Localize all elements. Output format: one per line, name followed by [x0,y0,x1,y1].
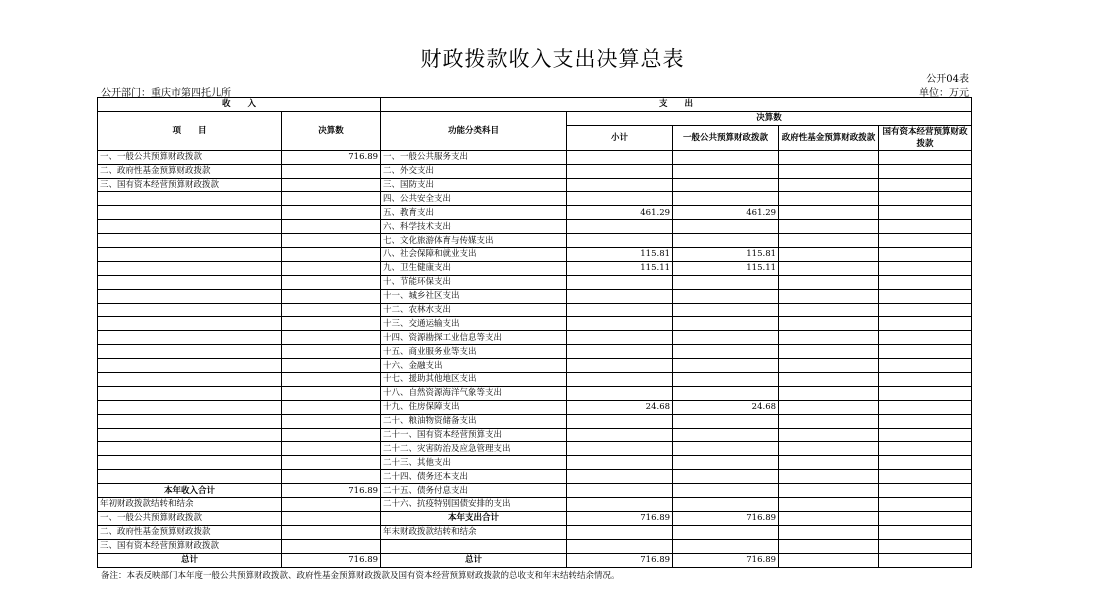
income-amount-cell [282,178,381,192]
general-budget-cell [673,220,779,234]
budget-table [97,97,972,568]
subtotal-cell [567,164,673,178]
table-row [98,331,972,345]
table-row [98,511,972,525]
func-subject-cell: 二十四、债务还本支出 [381,470,567,484]
subtotal-cell [567,359,673,373]
func-subject-cell: 十七、援助其他地区支出 [381,373,567,387]
state-capital-cell [879,206,972,220]
expense-header: 支 出 [381,98,972,112]
func-subject-cell: 七、文化旅游体育与传媒支出 [381,234,567,248]
table-row [98,525,972,539]
income-item-cell [98,414,282,428]
income-item-cell [98,428,282,442]
func-subject-cell: 二十六、抗疫特别国债安排的支出 [381,498,567,512]
table-row [98,345,972,359]
func-subject-cell: 十五、商业服务业等支出 [381,345,567,359]
gov-fund-cell [779,386,879,400]
general-budget-cell: 461.29 [673,206,779,220]
state-capital-header: 国有资本经营预算财政拨款 [879,125,972,150]
general-budget-cell [673,386,779,400]
subtotal-cell [567,373,673,387]
state-capital-cell [879,303,972,317]
table-row [98,289,972,303]
income-item-cell [98,470,282,484]
income-item-cell: 三、国有资本经营预算财政拨款 [98,178,282,192]
income-amount-cell [282,470,381,484]
table-row [98,303,972,317]
state-capital-cell [879,511,972,525]
grand-total-subtotal: 716.89 [567,553,673,567]
grand-total-general: 716.89 [673,553,779,567]
subtotal-cell [567,428,673,442]
general-budget-cell [673,192,779,206]
subtotal-cell [567,525,673,539]
gov-fund-cell [779,192,879,206]
income-item-cell [98,359,282,373]
income-item-cell [98,192,282,206]
state-capital-cell [879,289,972,303]
func-subject-cell: 二十一、国有资本经营预算支出 [381,428,567,442]
gov-fund-cell [779,248,879,262]
state-capital-cell [879,331,972,345]
general-budget-cell: 115.81 [673,248,779,262]
gov-fund-cell [779,150,879,164]
end-carryover-label: 年末财政拨款结转和结余 [381,525,567,539]
func-subject-cell: 十六、金融支出 [381,359,567,373]
general-budget-cell [673,484,779,498]
income-item-cell: 三、国有资本经营预算财政拨款 [98,539,282,553]
state-capital-cell [879,386,972,400]
table-row [98,317,972,331]
subtotal-cell: 115.11 [567,261,673,275]
income-amount-cell [282,456,381,470]
gov-fund-cell [779,400,879,414]
gov-fund-cell [779,234,879,248]
general-budget-cell [673,470,779,484]
gov-fund-cell [779,331,879,345]
income-amount-cell [282,234,381,248]
general-budget-cell [673,414,779,428]
state-capital-cell [879,178,972,192]
state-capital-cell [879,164,972,178]
table-row [98,539,972,553]
general-budget-cell [673,539,779,553]
state-capital-cell [879,248,972,262]
table-row [98,178,972,192]
total-income-amount: 716.89 [282,484,381,498]
state-capital-cell [879,359,972,373]
income-item-cell [98,303,282,317]
income-amount-cell [282,192,381,206]
income-amount-cell [282,525,381,539]
income-item-cell [98,386,282,400]
state-capital-cell [879,220,972,234]
gov-fund-cell [779,484,879,498]
subtotal-cell [567,192,673,206]
state-capital-cell [879,150,972,164]
subtotal-cell [567,498,673,512]
func-subject-cell: 十九、住房保障支出 [381,400,567,414]
subtotal-cell [567,178,673,192]
general-budget-cell [673,373,779,387]
general-budget-cell [673,303,779,317]
func-subject-cell: 二十三、其他支出 [381,456,567,470]
subtotal-cell [567,470,673,484]
gov-fund-cell [779,275,879,289]
general-budget-header: 一般公共预算财政拨款 [673,125,779,150]
func-subject-cell: 四、公共安全支出 [381,192,567,206]
income-amount-cell: 716.89 [282,150,381,164]
final-amount-group-header: 决算数 [567,111,972,125]
state-capital-cell [879,317,972,331]
income-item-cell: 二、政府性基金预算财政拨款 [98,164,282,178]
subtotal-cell [567,220,673,234]
general-budget-cell [673,317,779,331]
table-row [98,234,972,248]
gov-fund-cell [779,442,879,456]
gov-fund-cell [779,359,879,373]
income-item-cell [98,400,282,414]
carryover-label: 年初财政拨款结转和结余 [98,498,282,512]
table-row [98,386,972,400]
income-amount-cell [282,414,381,428]
func-subject-cell: 十二、农林水支出 [381,303,567,317]
table-row [98,206,972,220]
table-row [98,359,972,373]
func-subject-cell: 五、教育支出 [381,206,567,220]
state-capital-cell [879,442,972,456]
table-row [98,470,972,484]
income-item-cell [98,345,282,359]
table-row [98,192,972,206]
state-capital-cell [879,192,972,206]
state-capital-cell [879,261,972,275]
table-row [98,373,972,387]
gov-fund-cell [779,164,879,178]
table-row [98,414,972,428]
subtotal-cell [567,345,673,359]
gov-fund-cell [779,511,879,525]
gov-fund-cell [779,345,879,359]
gov-fund-cell [779,553,879,567]
gov-fund-cell [779,303,879,317]
grand-total-label: 总计 [98,553,282,567]
func-subject-cell: 二十二、灾害防治及应急管理支出 [381,442,567,456]
subtotal-cell [567,456,673,470]
subtotal-cell: 24.68 [567,400,673,414]
general-budget-cell [673,178,779,192]
income-amount-cell [282,220,381,234]
state-capital-cell [879,456,972,470]
state-capital-cell [879,400,972,414]
func-subject-cell: 九、卫生健康支出 [381,261,567,275]
income-item-cell [98,248,282,262]
income-amount-cell [282,248,381,262]
subtotal-cell [567,386,673,400]
func-subject-cell: 十一、城乡社区支出 [381,289,567,303]
general-budget-cell: 115.11 [673,261,779,275]
state-capital-cell [879,539,972,553]
income-amount-cell [282,539,381,553]
table-row [98,275,972,289]
state-capital-cell [879,428,972,442]
income-amount-cell [282,317,381,331]
table-row [98,428,972,442]
subtotal-cell [567,234,673,248]
income-amount-cell [282,345,381,359]
total-expense-general: 716.89 [673,511,779,525]
general-budget-cell [673,331,779,345]
gov-fund-cell [779,261,879,275]
gov-fund-cell [779,470,879,484]
income-amount-cell [282,164,381,178]
income-amount-cell [282,331,381,345]
gov-fund-cell [779,206,879,220]
income-item-cell: 一、一般公共预算财政拨款 [98,150,282,164]
gov-fund-cell [779,498,879,512]
table-row [98,220,972,234]
table-row [98,261,972,275]
page-title: 财政拨款收入支出决算总表 [420,47,685,71]
state-capital-cell [879,498,972,512]
func-subject-cell: 二十五、债务付息支出 [381,484,567,498]
subtotal-header: 小计 [567,125,673,150]
income-amount-cell [282,400,381,414]
gov-fund-cell [779,456,879,470]
func-subject-cell: 六、科学技术支出 [381,220,567,234]
gov-fund-cell [779,178,879,192]
income-amount-cell [282,359,381,373]
state-capital-cell [879,553,972,567]
table-row [98,553,972,567]
state-capital-cell [879,373,972,387]
general-budget-cell [673,289,779,303]
state-capital-cell [879,414,972,428]
subtotal-cell [567,289,673,303]
grand-total-amount: 716.89 [282,553,381,567]
func-subject-header: 功能分类科目 [381,111,567,150]
general-budget-cell [673,498,779,512]
income-item-cell [98,442,282,456]
table-row [98,150,972,164]
income-item-cell [98,373,282,387]
table-row [98,456,972,470]
state-capital-cell [879,234,972,248]
income-amount-cell [282,386,381,400]
subtotal-cell [567,539,673,553]
gov-fund-cell [779,539,879,553]
gov-fund-cell [779,428,879,442]
gov-fund-header: 政府性基金预算财政拨款 [779,125,879,150]
income-header: 收 入 [98,98,381,112]
income-item-cell [98,206,282,220]
state-capital-cell [879,484,972,498]
gov-fund-cell [779,289,879,303]
general-budget-cell: 24.68 [673,400,779,414]
income-item-cell [98,331,282,345]
gov-fund-cell [779,373,879,387]
total-expense-label: 本年支出合计 [381,511,567,525]
income-item-cell [98,317,282,331]
income-item-cell [98,220,282,234]
general-budget-cell [673,234,779,248]
gov-fund-cell [779,525,879,539]
income-amount-cell [282,373,381,387]
income-amount-cell [282,303,381,317]
income-amount-cell [282,261,381,275]
func-subject-cell: 十、节能环保支出 [381,275,567,289]
income-amount-cell [282,442,381,456]
income-amount-cell [282,289,381,303]
item-header: 项 目 [98,111,282,150]
subtotal-cell [567,317,673,331]
state-capital-cell [879,345,972,359]
income-item-cell [98,456,282,470]
income-item-cell [98,289,282,303]
func-subject-cell: 三、国防支出 [381,178,567,192]
subtotal-cell [567,331,673,345]
subtotal-cell [567,150,673,164]
general-budget-cell [673,359,779,373]
total-income-label: 本年收入合计 [98,484,282,498]
table-row [98,484,972,498]
subtotal-cell: 115.81 [567,248,673,262]
general-budget-cell [673,442,779,456]
gov-fund-cell [779,317,879,331]
income-item-cell [98,234,282,248]
table-row [98,164,972,178]
income-amount-cell [282,511,381,525]
general-budget-cell [673,525,779,539]
subtotal-cell [567,484,673,498]
gov-fund-cell [779,220,879,234]
department-label: 公开部门：重庆市第四托儿所 [101,88,231,99]
state-capital-cell [879,275,972,289]
unit-label: 单位：万元 [919,88,969,99]
grand-total-expense-label: 总计 [381,553,567,567]
income-item-cell [98,261,282,275]
func-subject-cell: 十八、自然资源海洋气象等支出 [381,386,567,400]
table-row [98,248,972,262]
state-capital-cell [879,525,972,539]
income-item-cell [98,275,282,289]
general-budget-cell [673,164,779,178]
footnote: 备注：本表反映部门本年度一般公共预算财政拨款、政府性基金预算财政拨款及国有资本经营预算财政拨款的总收支和年末结转结余情况。 [101,571,620,581]
general-budget-cell [673,150,779,164]
form-number: 公开04表 [926,74,969,85]
income-item-cell: 二、政府性基金预算财政拨款 [98,525,282,539]
subtotal-cell [567,303,673,317]
income-item-cell: 一、一般公共预算财政拨款 [98,511,282,525]
income-amount-cell [282,206,381,220]
func-subject-cell: 八、社会保障和就业支出 [381,248,567,262]
income-amount-cell [282,275,381,289]
table-row [98,400,972,414]
subtotal-cell [567,442,673,456]
table-row [98,498,972,512]
income-amount-cell [282,428,381,442]
general-budget-cell [673,428,779,442]
func-subject-cell [381,539,567,553]
gov-fund-cell [779,414,879,428]
subtotal-cell [567,414,673,428]
func-subject-cell: 二十、粮油物资储备支出 [381,414,567,428]
general-budget-cell [673,345,779,359]
subtotal-cell [567,275,673,289]
final-amount-header: 决算数 [282,111,381,150]
func-subject-cell: 一、一般公共服务支出 [381,150,567,164]
subtotal-cell: 461.29 [567,206,673,220]
general-budget-cell [673,275,779,289]
func-subject-cell: 十四、资源勘探工业信息等支出 [381,331,567,345]
total-expense-subtotal: 716.89 [567,511,673,525]
func-subject-cell: 十三、交通运输支出 [381,317,567,331]
func-subject-cell: 二、外交支出 [381,164,567,178]
state-capital-cell [879,470,972,484]
general-budget-cell [673,456,779,470]
carryover-amount [282,498,381,512]
table-row [98,442,972,456]
